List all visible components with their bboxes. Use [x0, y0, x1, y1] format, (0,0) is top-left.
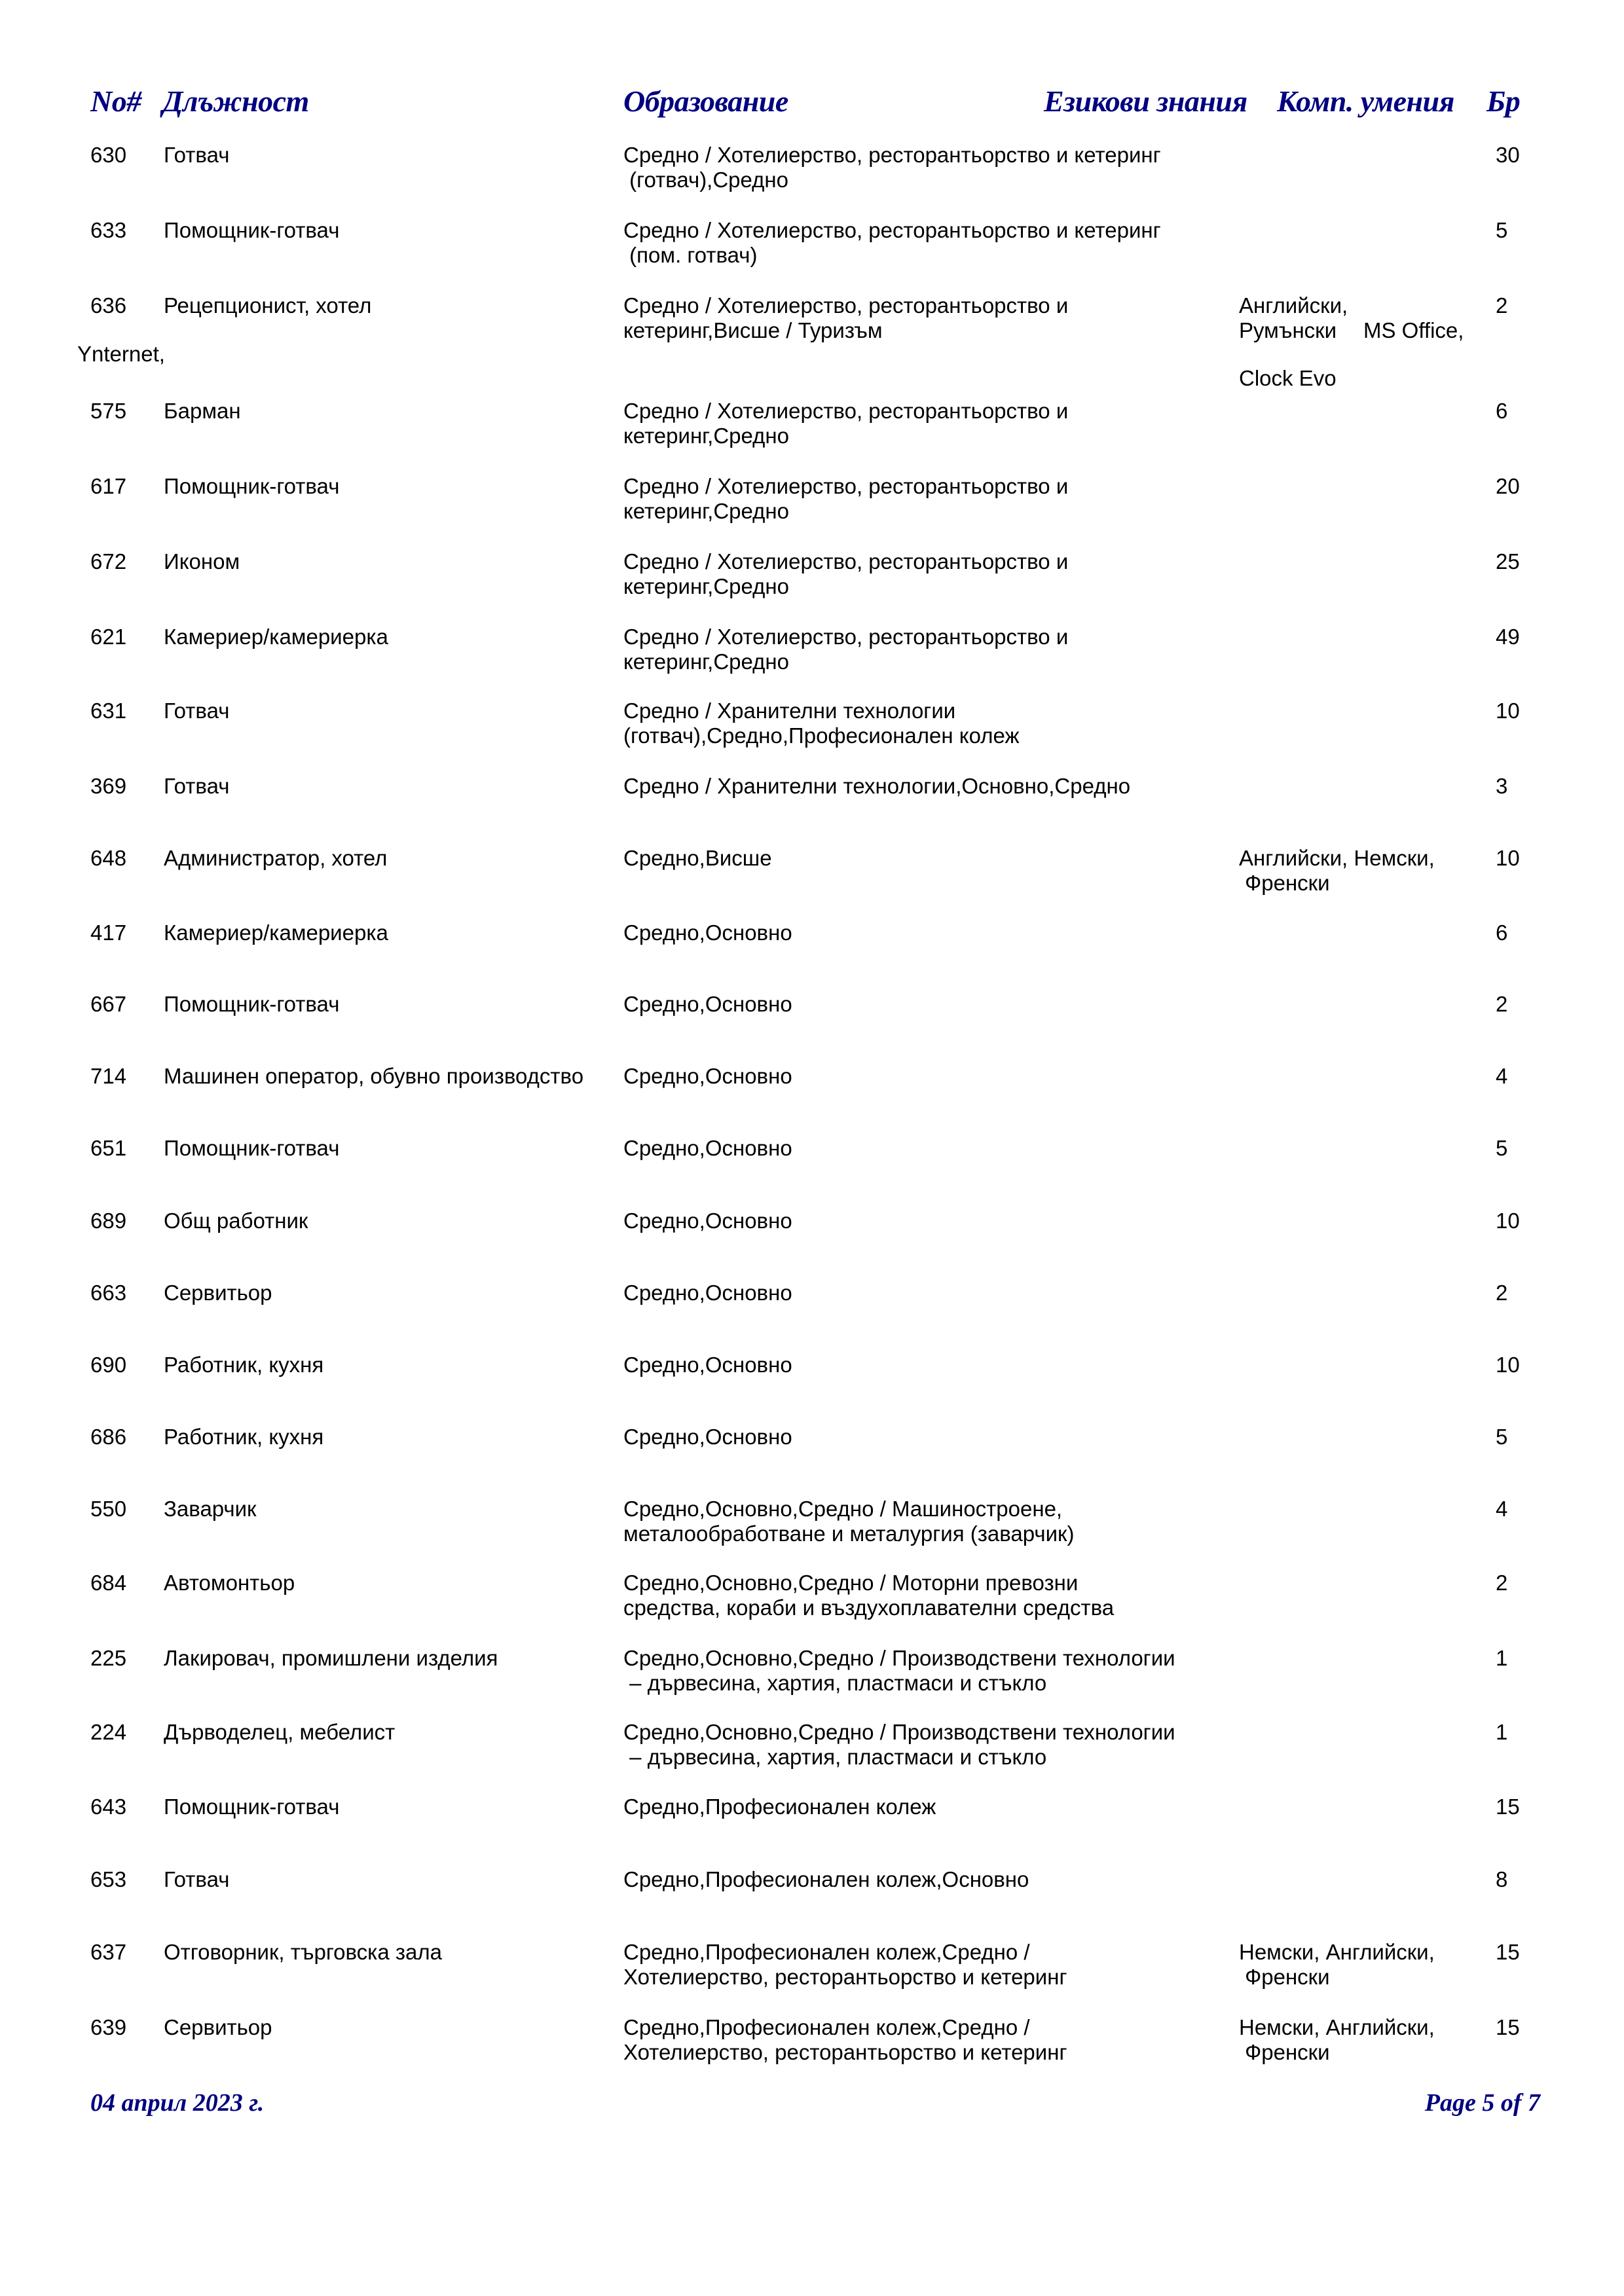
language-line: Английски, Немски,: [1239, 846, 1435, 870]
row-number: 224: [90, 1720, 127, 1744]
education-line: Средно,Основно: [623, 1209, 792, 1233]
education-line: Средно / Хотелиерство, ресторантьорство и кетеринг: [623, 143, 1161, 167]
education-line: – дървесина, хартия, пластмаси и стъкло: [623, 1671, 1047, 1695]
row-number: 621: [90, 625, 127, 649]
count-cell: 25: [1496, 549, 1520, 574]
education-line: Средно / Хотелиерство, ресторантьорство и: [623, 474, 1069, 498]
languages-cell: [1239, 2015, 1435, 2065]
row-number: 651: [90, 1136, 127, 1160]
row-number: 689: [90, 1209, 127, 1233]
education-line: Средно,Професионален колеж: [623, 1795, 936, 1819]
column-header-count: Бр: [1486, 84, 1521, 118]
count-cell: 15: [1496, 2015, 1520, 2039]
column-header-languages: Езикови знания: [1044, 84, 1247, 118]
position-title: Помощник-готвач: [164, 474, 340, 498]
count-cell: 8: [1496, 1867, 1508, 1891]
row-number: 417: [90, 920, 127, 945]
row-number: 672: [90, 549, 127, 574]
language-line: Английски,: [1239, 293, 1348, 318]
row-number: 575: [90, 399, 127, 423]
count-cell: 10: [1496, 699, 1520, 723]
education-line: металообработване и металургия (заварчик): [623, 1522, 1075, 1546]
education-line: Средно,Професионален колеж,Основно: [623, 1867, 1029, 1891]
language-line: Немски, Английски,: [1239, 2015, 1435, 2039]
row-number: 714: [90, 1064, 127, 1088]
footer-page-number: Page 5 of 7: [1424, 2089, 1540, 2117]
education-line: Средно,Професионален колеж,Средно /: [623, 1940, 1030, 1964]
column-header-no: No#: [90, 84, 141, 118]
education-cell: [623, 846, 772, 871]
education-line: Хотелиерство, ресторантьорство и кетеринг: [623, 1965, 1067, 1989]
education-line: Средно / Хотелиерство, ресторантьорство и: [623, 293, 1069, 318]
education-line: Средно / Хотелиерство, ресторантьорство и: [623, 625, 1069, 649]
education-cell: [623, 1795, 936, 1819]
position-title: Помощник-готвач: [164, 218, 340, 242]
position-title: Администратор, хотел: [164, 846, 388, 870]
position-title: Сервитьор: [164, 2015, 272, 2039]
count-cell: 20: [1496, 474, 1520, 498]
position-title: Готвач: [164, 774, 230, 798]
column-header-computer-skills: Комп. умения: [1277, 84, 1454, 118]
row-number: 648: [90, 846, 127, 870]
position-title: Работник, кухня: [164, 1353, 324, 1377]
skills-overflow-text-last: Clock Evo: [1239, 366, 1337, 390]
education-line: Средно / Хранителни технологии: [623, 699, 956, 723]
education-cell: [623, 2015, 1067, 2065]
position-title: Готвач: [164, 1867, 230, 1891]
position-title: Дърводелец, мебелист: [164, 1720, 396, 1744]
education-cell: [623, 1867, 1029, 1892]
language-line: Френски: [1239, 871, 1330, 895]
row-number: 684: [90, 1571, 127, 1595]
row-number: 663: [90, 1281, 127, 1305]
language-line: Френски: [1239, 2040, 1330, 2064]
position-title: Отговорник, търговска зала: [164, 1940, 442, 1964]
education-cell: [623, 218, 1161, 268]
row-number: 369: [90, 774, 127, 798]
row-number: 637: [90, 1940, 127, 1964]
education-line: (готвач),Средно,Професионален колеж: [623, 723, 1020, 748]
position-title: Сервитьор: [164, 1281, 272, 1305]
education-line: Средно / Хотелиерство, ресторантьорство и: [623, 399, 1069, 423]
position-title: Помощник-готвач: [164, 1136, 340, 1160]
count-cell: 15: [1496, 1795, 1520, 1819]
education-cell: [623, 1209, 792, 1233]
count-cell: 4: [1496, 1497, 1508, 1521]
education-line: кетеринг,Средно: [623, 649, 789, 674]
count-cell: 5: [1496, 1425, 1508, 1449]
position-title: Рецепционист, хотел: [164, 293, 372, 318]
row-number: 686: [90, 1425, 127, 1449]
languages-cell: [1239, 1940, 1435, 1990]
education-cell: [623, 1064, 792, 1089]
education-line: кетеринг,Средно: [623, 574, 789, 598]
education-cell: [623, 1353, 792, 1377]
language-line: Немски, Английски,: [1239, 1940, 1435, 1964]
count-cell: 2: [1496, 992, 1508, 1016]
skills-overflow-text: Ynternet,: [77, 342, 165, 366]
row-number: 225: [90, 1646, 127, 1670]
row-number: 630: [90, 143, 127, 167]
education-line: Средно,Висше: [623, 846, 772, 870]
education-line: Средно,Основно: [623, 992, 792, 1016]
education-line: средства, кораби и въздухоплавателни средства: [623, 1595, 1115, 1620]
languages-cell: [1239, 846, 1435, 896]
education-cell: [623, 920, 792, 945]
count-cell: 1: [1496, 1720, 1508, 1744]
education-line: Средно,Основно,Средно / Моторни превозни: [623, 1571, 1079, 1595]
count-cell: 4: [1496, 1064, 1508, 1088]
position-title: Помощник-готвач: [164, 1795, 340, 1819]
education-line: – дървесина, хартия, пластмаси и стъкло: [623, 1745, 1047, 1769]
position-title: Автомонтьор: [164, 1571, 295, 1595]
count-cell: 10: [1496, 846, 1520, 870]
education-cell: [623, 699, 1020, 748]
education-cell: [623, 774, 1130, 799]
count-cell: 10: [1496, 1353, 1520, 1377]
row-number: 631: [90, 699, 127, 723]
count-cell: 2: [1496, 1281, 1508, 1305]
education-line: кетеринг,Средно: [623, 424, 789, 448]
education-line: Средно,Основно: [623, 1064, 792, 1088]
education-cell: [623, 992, 792, 1017]
education-cell: [623, 1720, 1175, 1770]
row-number: 633: [90, 218, 127, 242]
education-cell: [623, 143, 1161, 192]
row-number: 639: [90, 2015, 127, 2039]
row-number: 653: [90, 1867, 127, 1891]
education-cell: [623, 549, 1068, 599]
position-title: Общ работник: [164, 1209, 308, 1233]
education-line: (пом. готвач): [623, 243, 758, 267]
education-line: кетеринг,Средно: [623, 499, 789, 523]
position-title: Работник, кухня: [164, 1425, 324, 1449]
education-cell: [623, 1425, 792, 1449]
education-line: (готвач),Средно: [623, 168, 788, 192]
education-cell: [623, 1136, 792, 1161]
position-title: Помощник-готвач: [164, 992, 340, 1016]
count-cell: 5: [1496, 218, 1508, 242]
education-line: Средно,Основно: [623, 1353, 792, 1377]
position-title: Камериер/камериерка: [164, 920, 388, 945]
education-line: кетеринг,Висше / Туризъм: [623, 318, 883, 342]
education-line: Средно,Основно,Средно / Производствени технологии: [623, 1646, 1175, 1670]
count-cell: 30: [1496, 143, 1520, 167]
count-cell: 6: [1496, 920, 1508, 945]
position-title: Иконом: [164, 549, 240, 574]
languages-cell: [1239, 293, 1348, 343]
education-line: Средно,Основно: [623, 920, 792, 945]
position-title: Барман: [164, 399, 241, 423]
position-title: Готвач: [164, 143, 230, 167]
education-line: Средно / Хранителни технологии,Основно,Средно: [623, 774, 1131, 798]
education-cell: [623, 474, 1068, 524]
row-number: 667: [90, 992, 127, 1016]
row-number: 643: [90, 1795, 127, 1819]
education-line: Средно,Основно: [623, 1281, 792, 1305]
education-line: Средно,Основно,Средно / Производствени технологии: [623, 1720, 1175, 1744]
education-cell: [623, 399, 1068, 448]
footer-date: 04 април 2023 г.: [90, 2089, 265, 2117]
education-cell: [623, 1281, 792, 1305]
count-cell: 2: [1496, 1571, 1508, 1595]
count-cell: 3: [1496, 774, 1508, 798]
education-line: Средно,Основно,Средно / Машиностроене,: [623, 1497, 1063, 1521]
education-line: Средно / Хотелиерство, ресторантьорство и кетеринг: [623, 218, 1161, 242]
education-line: Хотелиерство, ресторантьорство и кетеринг: [623, 2040, 1067, 2064]
education-line: Средно,Основно: [623, 1425, 792, 1449]
education-cell: [623, 1646, 1175, 1696]
education-cell: [623, 1497, 1074, 1546]
count-cell: 10: [1496, 1209, 1520, 1233]
row-number: 690: [90, 1353, 127, 1377]
column-header-education: Образование: [623, 84, 788, 118]
position-title: Машинен оператор, обувно производство: [164, 1064, 584, 1088]
row-number: 636: [90, 293, 127, 318]
education-line: Средно,Основно: [623, 1136, 792, 1160]
education-line: Средно / Хотелиерство, ресторантьорство и: [623, 549, 1069, 574]
position-title: Лакировач, промишлени изделия: [164, 1646, 498, 1670]
column-header-position: Длъжност: [162, 84, 309, 118]
education-cell: [623, 1940, 1067, 1990]
count-cell: 49: [1496, 625, 1520, 649]
position-title: Готвач: [164, 699, 230, 723]
count-cell: 5: [1496, 1136, 1508, 1160]
education-line: Средно,Професионален колеж,Средно /: [623, 2015, 1030, 2039]
language-line: Румънски: [1239, 318, 1337, 342]
computer-skills-cell: MS Office,: [1363, 318, 1464, 342]
position-title: Камериер/камериерка: [164, 625, 388, 649]
count-cell: 1: [1496, 1646, 1508, 1670]
count-cell: 6: [1496, 399, 1508, 423]
language-line: Френски: [1239, 1965, 1330, 1989]
position-title: Заварчик: [164, 1497, 257, 1521]
count-cell: 15: [1496, 1940, 1520, 1964]
row-number: 550: [90, 1497, 127, 1521]
education-cell: [623, 625, 1068, 674]
education-cell: [623, 293, 1068, 343]
row-number: 617: [90, 474, 127, 498]
count-cell: 2: [1496, 293, 1508, 318]
education-cell: [623, 1571, 1114, 1620]
